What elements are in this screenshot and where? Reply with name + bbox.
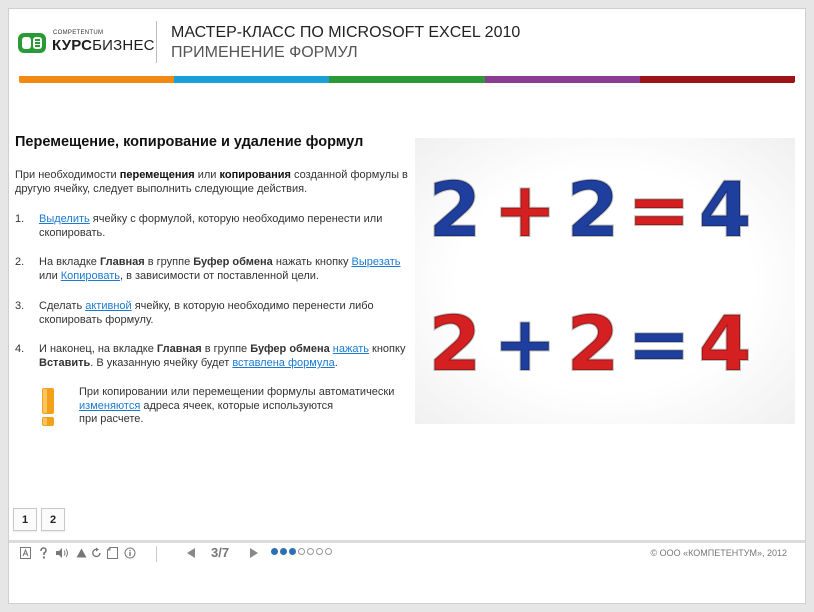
progress-dot [307, 548, 314, 555]
info-icon[interactable] [124, 547, 136, 559]
page-buttons [13, 508, 65, 531]
intro-text: При необходимости [15, 169, 120, 181]
page-button-2[interactable]: 2 [41, 508, 65, 531]
color-stripe [19, 76, 795, 83]
step-number: 1. [15, 213, 25, 225]
magnet-glyph-r2-1: + [493, 299, 557, 388]
footer-divider [9, 540, 805, 543]
step-body [39, 212, 413, 240]
magnet-glyph-r1-4: 4 [698, 165, 752, 254]
footer-separator [156, 546, 157, 562]
prev-slide-icon[interactable] [187, 548, 195, 558]
progress-dot [280, 548, 287, 555]
note-line: При копировании или перемещении формулы автоматически [79, 386, 395, 398]
sound-icon[interactable] [55, 547, 69, 559]
step-number: 2. [15, 256, 25, 268]
step-bold: Буфер обмена [193, 256, 273, 268]
logo-mark-icon [17, 31, 47, 55]
step-text: в группе [144, 256, 194, 268]
magnet-glyph-r2-0: 2 [428, 299, 482, 388]
step-body [39, 299, 413, 327]
progress-dots [271, 548, 332, 555]
step-text: , в зависимости от поставленной цели. [120, 270, 319, 282]
section-title: Перемещение, копирование и удаление формул [15, 134, 364, 150]
step-text: кнопку [368, 343, 406, 355]
step-number: 4. [15, 343, 25, 355]
header-divider [156, 21, 157, 63]
refresh-icon[interactable] [91, 547, 102, 559]
link-cut[interactable]: Вырезать [351, 256, 401, 268]
intro-bold: перемещения [119, 169, 195, 181]
step-text: Сделать [39, 300, 86, 312]
step-bold: Буфер обмена [250, 343, 330, 355]
step-text: нажать кнопку [272, 256, 352, 268]
step-body [39, 255, 413, 283]
help-icon[interactable] [38, 547, 49, 559]
course-title: МАСТЕР-КЛАСС ПО MICROSOFT EXCEL 2010 [171, 24, 521, 41]
note-line: при расчете. [79, 413, 144, 425]
header [9, 9, 805, 84]
link-press[interactable]: нажать [332, 343, 369, 355]
color-stripe-segment [329, 76, 484, 83]
logo-text [52, 37, 155, 54]
magnet-glyph-r2-3: = [627, 299, 691, 388]
step-text: ячейку, в которую необходимо перенести либо скопировать формулу. [39, 300, 374, 326]
magnet-glyph-r1-2: 2 [566, 165, 620, 254]
step-text: . В указанную ячейку будет [90, 357, 233, 369]
magnet-glyph-r1-1: + [493, 165, 557, 254]
step-text: или [39, 270, 61, 282]
step-bold: Вставить [39, 357, 91, 369]
note-line: адреса ячеек, которые используются [140, 399, 334, 412]
step-text: На вкладке [39, 256, 100, 268]
link-copy[interactable]: Копировать [60, 270, 120, 282]
link-select[interactable]: Выделить [39, 213, 90, 225]
logo-text-bold: КУРС [52, 37, 93, 54]
progress-dot [325, 548, 332, 555]
logo-text-thin: БИЗНЕС [92, 37, 155, 54]
link-formula-inserted[interactable]: вставлена формула [232, 357, 335, 369]
step-text: И наконец, на вкладке [39, 343, 157, 355]
magnet-glyph-r2-4: 4 [698, 299, 752, 388]
logo-small-text: COMPETENTUM [53, 30, 104, 36]
course-subtitle: ПРИМЕНЕНИЕ ФОРМУЛ [171, 44, 358, 61]
print-icon[interactable] [107, 547, 118, 559]
glossary-icon[interactable] [20, 547, 31, 559]
intro-paragraph [15, 168, 415, 196]
page-counter: 3/7 [211, 545, 230, 560]
intro-bold: копирования [219, 169, 291, 181]
footer [9, 544, 805, 566]
triangle-up-icon[interactable] [76, 547, 87, 559]
step-text: ячейку с формулой, которую необходимо перенести или скопировать. [39, 213, 383, 239]
next-slide-icon[interactable] [250, 548, 258, 558]
progress-dot [316, 548, 323, 555]
color-stripe-segment [485, 76, 640, 83]
step-bold: Главная [156, 343, 202, 355]
link-change[interactable]: изменяются [79, 399, 141, 412]
step-text: в группе [201, 343, 251, 355]
page-button-1[interactable]: 1 [13, 508, 37, 531]
progress-dot [271, 548, 278, 555]
intro-text: созданной формулы в другую ячейку, следует выполнить следующие действия. [15, 169, 408, 195]
slide-content [9, 84, 805, 540]
color-stripe-segment [19, 76, 174, 83]
progress-dot [298, 548, 305, 555]
step-text: . [334, 357, 338, 369]
slide-frame [8, 8, 806, 604]
copyright: © ООО «КОМПЕТЕНТУМ», 2012 [650, 548, 787, 558]
logo [17, 27, 155, 63]
link-active[interactable]: активной [85, 300, 132, 312]
step-number: 3. [15, 300, 25, 312]
intro-text: или [194, 169, 220, 181]
magnet-glyph-r1-0: 2 [428, 165, 482, 254]
color-stripe-segment [174, 76, 329, 83]
magnet-equation-image [415, 138, 795, 424]
exclamation-icon [40, 388, 56, 426]
magnet-glyph-r2-2: 2 [566, 299, 620, 388]
step-bold: Главная [99, 256, 145, 268]
color-stripe-segment [640, 76, 795, 83]
equation-picture [415, 138, 795, 424]
progress-dot [289, 548, 296, 555]
note-text [79, 386, 409, 427]
magnet-glyph-r1-3: = [627, 165, 691, 254]
step-body [39, 342, 413, 370]
